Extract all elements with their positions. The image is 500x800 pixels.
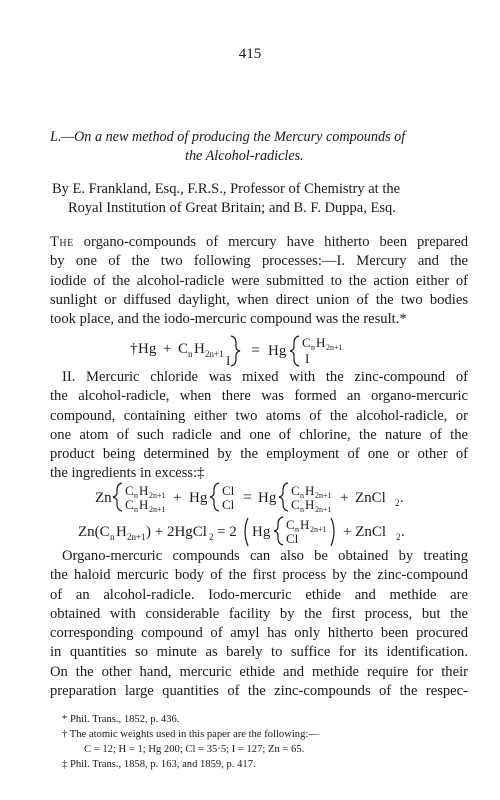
eq1-hydrogen: H — [194, 341, 205, 357]
eq1-sub-2n1: 2n+1 — [205, 349, 224, 359]
paragraph-3-line-4: obtained with considerable facility by the first process, but the — [50, 605, 468, 622]
eq2-c-1: C — [125, 483, 134, 498]
article-title — [50, 128, 450, 166]
paragraph-2-line-3: compound, containing either two atoms of the alcohol-radicle, or — [50, 407, 468, 424]
eq3-n: n — [110, 532, 115, 542]
paragraph-1-line-2: by one of the two following processes:—I. Mercury and the — [50, 253, 468, 270]
eq2-zinc-chloride: ZnCl — [355, 490, 386, 506]
eq3-h-top: H — [300, 517, 310, 532]
paragraph-2 — [50, 368, 468, 484]
eq2-sub-two: 2 — [395, 498, 400, 508]
paragraph-3-line-5: corresponding compound of amyl has only hitherto been procured — [50, 625, 468, 642]
eq2-cl-1: Cl — [222, 483, 235, 498]
eq1-carbon-2: C — [302, 335, 311, 350]
eq1-hydrogen-2: H — [316, 335, 326, 350]
author-byline — [52, 180, 472, 218]
paragraph-1-line-1 — [50, 233, 468, 252]
eq3-c-top: C — [286, 517, 295, 532]
eq2-left-brace-2 — [210, 483, 219, 511]
eq3-sub-two: 2 — [209, 532, 214, 542]
eq1-sub-n: n — [188, 349, 193, 359]
eq3-sub-top: 2n+1 — [310, 525, 327, 534]
eq2-sub-1: 2n+1 — [149, 491, 166, 500]
eq1-left-brace — [290, 336, 299, 366]
eq2-plus-1: + — [173, 490, 182, 506]
paragraph-1-line-5: took place, and the iodo-mercuric compound was the result.* — [50, 311, 407, 328]
paragraph-3-line-3: of an alcohol-radicle. Iodo-mercuric ethide and methide are — [50, 586, 468, 603]
eq3-left-brace — [274, 517, 283, 545]
eq2-h-1: H — [139, 483, 149, 498]
eq2-h-2: H — [139, 497, 149, 512]
eq3-h: H — [116, 524, 127, 540]
eq1-iodine-2: I — [305, 351, 310, 366]
paragraph-3-line-6: in quantities so minute as barely to suffice for its identification. — [50, 644, 468, 661]
paragraph-2-line-6: the ingredients in excess:‡ — [50, 465, 205, 482]
dagger-mark: † — [130, 341, 138, 357]
eq1-sub-n-2: n — [311, 343, 315, 352]
paragraph-1-line-3: iodide of the alcohol-radicle were submitted to the action either of — [50, 272, 468, 289]
eq3-close-paren — [331, 518, 334, 546]
paragraph-2-line-1: II. Mercuric chloride was mixed with the zinc-compound of — [62, 369, 468, 385]
eq3-sub: 2n+1 — [127, 532, 146, 542]
footnote-2-atomic-weights: C = 12; H = 1; Hg 200; Cl = 35·5; I = 127; Zn = 65. — [84, 744, 305, 755]
eq3-n-top: n — [295, 525, 299, 534]
eq2-period: . — [400, 490, 404, 506]
eq1-plus: + — [163, 341, 172, 357]
eq1-mercury: Hg — [138, 341, 157, 357]
paragraph-1 — [50, 233, 468, 329]
eq1-equals: = — [251, 342, 261, 359]
page-number: 415 — [238, 46, 262, 62]
paragraph-1-line-4: sunlight or diffused daylight, when direct union of the two bodies — [50, 291, 468, 308]
footnote-2: † The atomic weights used in this paper are the following:— — [62, 729, 319, 740]
eq1-sub-2n1-2: 2n+1 — [326, 343, 343, 352]
paragraph-1-lead-word: The — [50, 234, 74, 250]
paragraph-3-line-1: Organo-mercuric compounds can also be obtained by treating — [62, 548, 468, 564]
paragraph-3-line-8: preparation large quantities of the zinc-compounds of the respec- — [50, 683, 468, 700]
eq1-carbon: C — [178, 341, 189, 357]
eq2-sub-3: 2n+1 — [315, 491, 332, 500]
byline-line-1: By E. Frankland, Esq., F.R.S., Professor of Chemistry at the — [52, 181, 401, 197]
equation-1 — [0, 326, 500, 370]
eq3-open-paren — [245, 518, 248, 546]
eq2-sub-2: 2n+1 — [149, 505, 166, 514]
eq3-period: . — [401, 524, 405, 540]
eq2-zinc: Zn — [95, 490, 112, 506]
footnotes — [62, 712, 472, 772]
eq2-h-3: H — [305, 483, 315, 498]
eq3-sub-two-2: 2 — [396, 532, 401, 542]
eq2-c-3: C — [291, 483, 300, 498]
eq3-equals-two: = 2 — [217, 524, 237, 540]
eq2-n-2: n — [134, 505, 138, 514]
eq1-right-brace — [231, 336, 240, 366]
paragraph-3-line-2: the haloid mercuric body of the first process by the zinc-compound — [50, 567, 468, 584]
eq2-mercury: Hg — [189, 490, 208, 506]
eq2-c-4: C — [291, 497, 300, 512]
eq2-plus-2: + — [340, 490, 349, 506]
eq2-n-4: n — [300, 505, 304, 514]
paragraph-2-line-5: product being determined by the employment of one or other of — [50, 446, 468, 463]
eq2-left-brace-1 — [113, 483, 122, 511]
paragraph-3 — [50, 547, 468, 701]
eq3-mercuric-chloride: ) + 2HgCl — [146, 524, 207, 540]
equation-3 — [0, 512, 500, 552]
eq3-zinc-open: Zn(C — [78, 524, 110, 540]
byline-line-2: Royal Institution of Great Britain; and B. F. Duppa, Esq. — [68, 200, 396, 216]
title-line-2: the Alcohol-radicles. — [185, 148, 304, 164]
eq2-cl-2: Cl — [222, 497, 235, 512]
eq1-iodine: I — [226, 353, 231, 368]
eq3-chlorine: Cl — [286, 531, 299, 546]
paragraph-2-line-4: one atom of such radicle and one of chlorine, the nature of the — [50, 426, 468, 443]
title-line-1: L.—On a new method of producing the Mercury compounds of — [50, 129, 406, 145]
footnote-1: * Phil. Trans., 1852, p. 436. — [62, 714, 180, 725]
eq2-left-brace-3 — [279, 483, 288, 511]
eq2-equals: = — [243, 489, 253, 506]
eq3-plus-zinc-chloride: + ZnCl — [343, 524, 387, 540]
eq1-mercury-2: Hg — [268, 343, 287, 359]
footnote-3: ‡ Phil. Trans., 1858, p. 163, and 1859, p. 417. — [62, 759, 256, 770]
eq2-c-2: C — [125, 497, 134, 512]
paragraph-2-line-2: the alcohol-radicle, when there was formed an organo-mercuric — [50, 388, 468, 405]
eq2-sub-4: 2n+1 — [315, 505, 332, 514]
eq2-n-1: n — [134, 491, 138, 500]
eq2-h-4: H — [305, 497, 315, 512]
eq2-mercury-2: Hg — [258, 490, 277, 506]
paragraph-1-line-1-text: organo-compounds of mercury have hitherto been prepared — [73, 234, 468, 250]
eq3-mercury: Hg — [252, 524, 271, 540]
eq2-n-3: n — [300, 491, 304, 500]
paragraph-3-line-7: On the other hand, mercuric ethide and methide require for their — [50, 663, 468, 680]
